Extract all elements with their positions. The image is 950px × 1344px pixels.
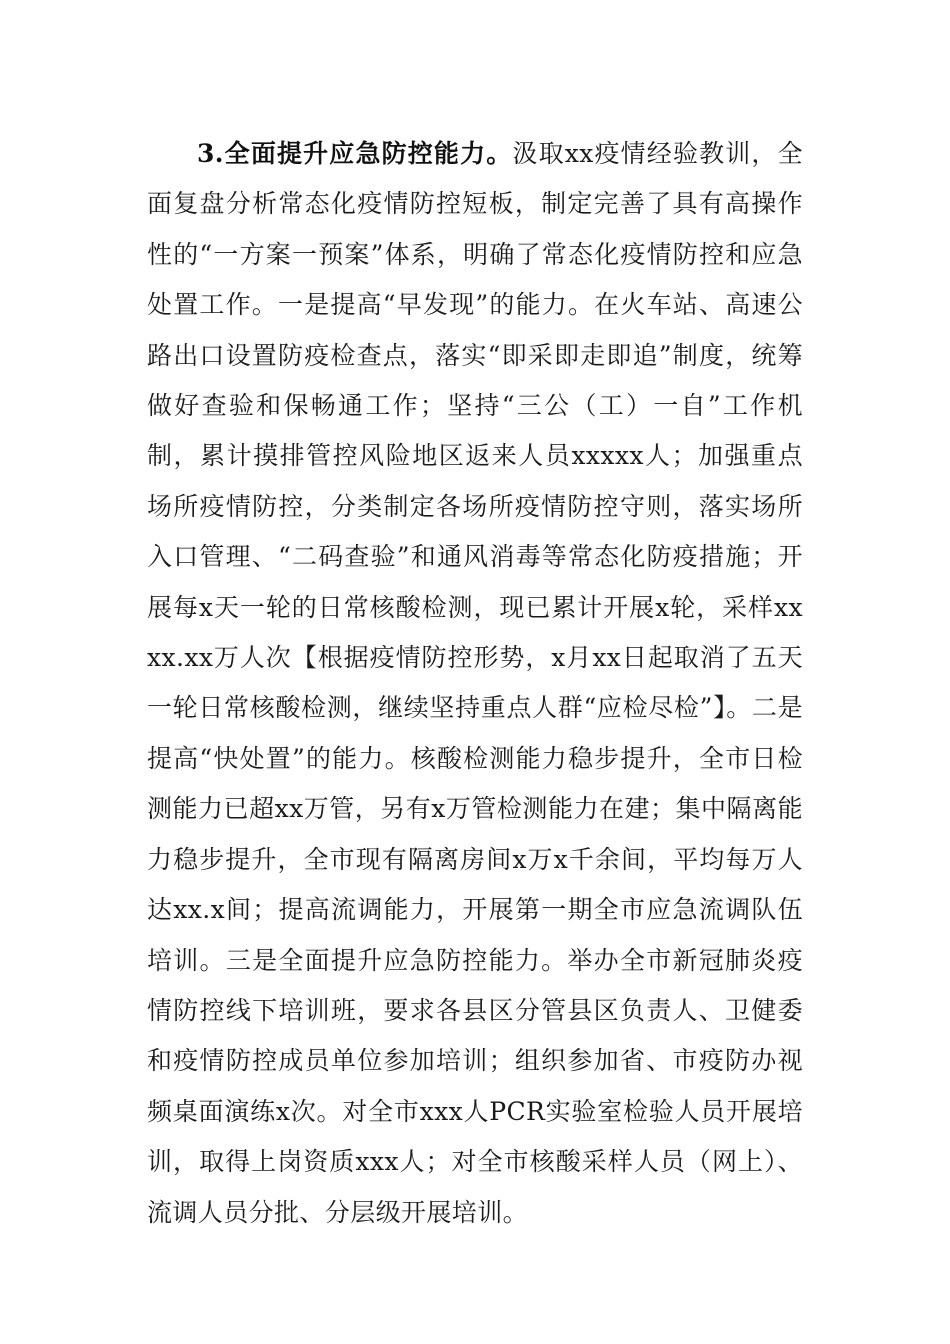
section-heading: 3.全面提升应急防控能力。: [197, 139, 513, 168]
body-paragraph: [147, 129, 803, 1238]
section-body: 汲取xx疫情经验教训，全面复盘分析常态化疫情防控短板，制定完善了具有高操作性的“一方案一预案”体系，明确了常态化疫情防控和应急处置工作。一是提高“早发现”的能力。在火车站、高速公路出口设置防疫检查点，落实“即采即走即追”制度，统筹做好查验和保畅通工作；坚持“三公（工）一自”工作机制，累计摸排管控风险地区返来人员xxxxx人；加强重点场所疫情防控，分类制定各场所疫情防控守则，落实场所入口管理、“二码查验”和通风消毒等常态化防疫措施；开展每x天一轮的日常核酸检测，现已累计开展x轮，采样xxxx.xx万人次【根据疫情防控形势，x月xx日起取消了五天一轮日常核酸检测，继续坚持重点人群“应检尽检”】。二是提高“快处置”的能力。核酸检测能力稳步提升，全市日检测能力已超xx万管，另有x万管检测能力在建；集中隔离能力稳步提升，全市现有隔离房间x万x千余间，平均每万人达xx.x间；提高流调能力，开展第一期全市应急流调队伍培训。三是全面提升应急防控能力。举办全市新冠肺炎疫情防控线下培训班，要求各县区分管县区负责人、卫健委和疫情防控成员单位参加培训；组织参加省、市疫防办视频桌面演练x次。对全市xxx人PCR实验室检验人员开展培训，取得上岗资质xxx人；对全市核酸采样人员（网上）、流调人员分批、分层级开展培训。: [147, 139, 803, 1227]
